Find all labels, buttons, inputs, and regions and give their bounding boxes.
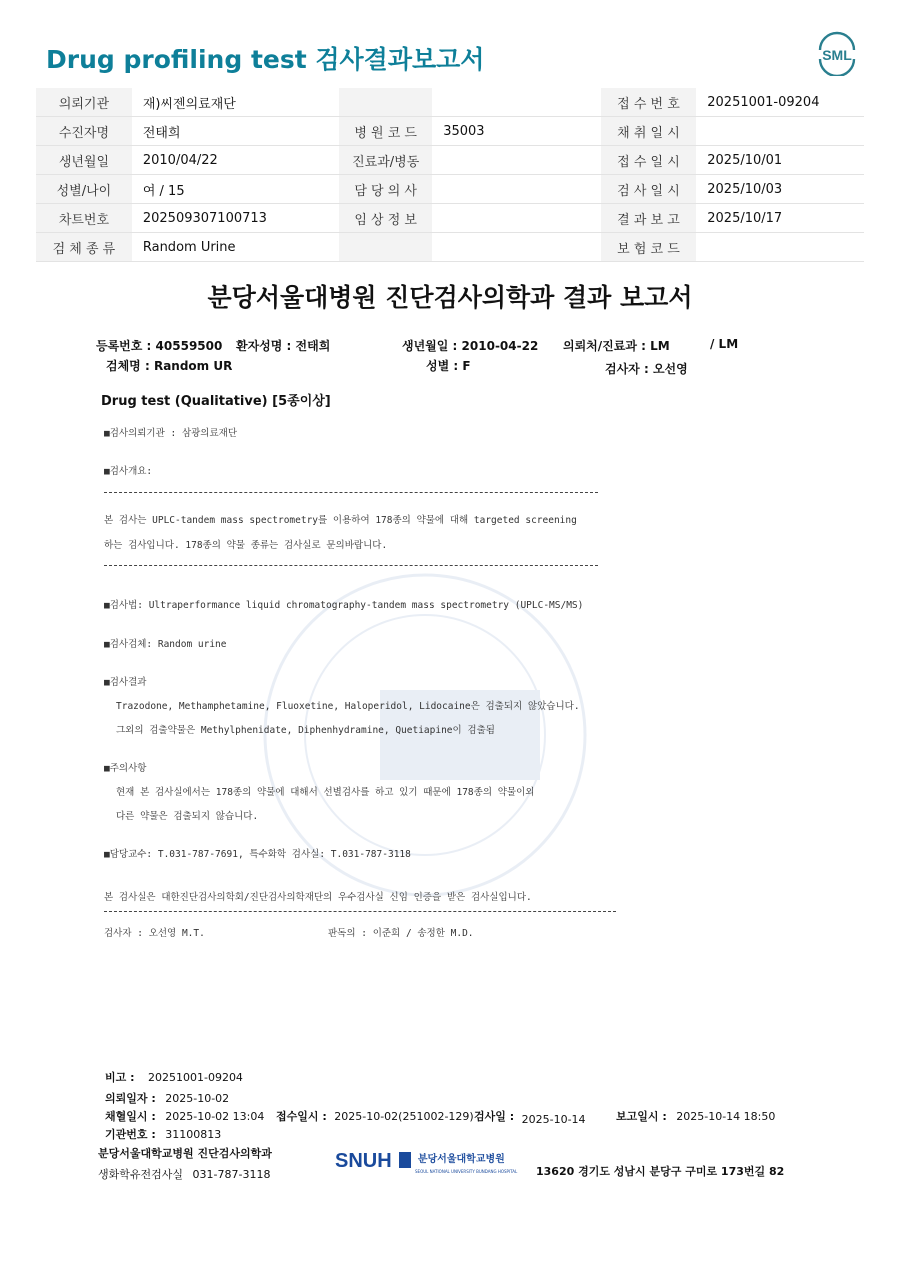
test-date-label: 검사일 : <box>474 1110 515 1123</box>
note-label: 비고 : <box>105 1071 135 1084</box>
info-value: 202509307100713 <box>132 204 339 233</box>
name-value: 전태희 <box>295 339 331 353</box>
specimen-value: Random UR <box>153 359 233 373</box>
collection-label: 채혈일시 : <box>105 1110 156 1123</box>
hospital-address: 13620 경기도 성남시 분당구 구미로 173번길 82 <box>536 1165 785 1178</box>
info-label: 접 수 번 호 <box>601 88 697 117</box>
info-row <box>36 88 864 117</box>
hospital-english-name: SEOUL NATIONAL UNIVERSITY BUNDANG HOSPITAL <box>415 1169 518 1174</box>
note-value: 20251001-09204 <box>147 1071 243 1084</box>
info-label: 검 사 일 시 <box>601 175 697 204</box>
institution-number-value: 31100813 <box>165 1128 222 1141</box>
institution-number-label: 기관번호 : <box>105 1128 156 1141</box>
report-heading: 분당서울대병원 진단검사의학과 결과 보고서 <box>207 283 693 312</box>
info-label: 생년월일 <box>36 146 132 175</box>
info-value <box>432 233 600 262</box>
caution-line-2: 다른 약물은 검출되지 않습니다. <box>116 811 259 822</box>
institution-line: ■검사의뢰기관 : 삼광의료재단 <box>104 428 238 439</box>
report-title: Drug profiling test 검사결과보고서 <box>46 45 485 74</box>
specimen-name <box>106 357 232 374</box>
sex-label: 성별 : <box>426 359 459 373</box>
info-label: 임 상 정 보 <box>339 204 432 233</box>
department-name: 분당서울대학교병원 진단검사의학과 <box>98 1147 272 1160</box>
result-heading: ■검사결과 <box>104 677 147 688</box>
info-value: 35003 <box>432 117 600 146</box>
info-value: 2025/10/17 <box>696 204 864 233</box>
dob-label: 생년월일 : <box>402 339 458 353</box>
lab-phone: 031-787-3118 <box>192 1168 271 1181</box>
info-label: 진료과/병동 <box>339 146 432 175</box>
info-label: 병 원 코 드 <box>339 117 432 146</box>
info-value: 전태희 <box>132 117 339 146</box>
info-value: 2025/10/01 <box>696 146 864 175</box>
info-value: 2010/04/22 <box>132 146 339 175</box>
divider <box>104 492 598 493</box>
sml-logo <box>814 30 860 76</box>
info-value <box>432 175 600 204</box>
sml-logo-text: SML <box>822 47 852 63</box>
test-name: Drug test (Qualitative) [5종이상] <box>101 394 331 409</box>
info-value: 20251001-09204 <box>696 88 864 117</box>
info-label: 담 당 의 사 <box>339 175 432 204</box>
specimen-label: 검체명 : <box>106 359 150 373</box>
snuh-emblem-icon <box>399 1152 411 1168</box>
info-row <box>36 117 864 146</box>
snuh-logo <box>335 1150 518 1174</box>
overview-line-1: 본 검사는 UPLC-tandem mass spectrometry를 이용하여 178종의 약물에 대해 targeted screening <box>104 515 577 526</box>
test-date-field <box>474 1108 586 1124</box>
info-value <box>696 117 864 146</box>
request-date-field <box>105 1090 229 1106</box>
receipt-value: 2025-10-02(251002-129) <box>334 1110 474 1123</box>
divider <box>104 565 598 566</box>
info-label: 차트번호 <box>36 204 132 233</box>
overview-heading: ■검사개요: <box>104 466 153 477</box>
patient-name <box>236 337 330 354</box>
info-value <box>432 204 600 233</box>
receipt-label: 접수일시 : <box>276 1110 327 1123</box>
reg-label: 등록번호 : <box>96 339 152 353</box>
tester-value: 오선영 <box>652 362 688 376</box>
info-label: 채 취 일 시 <box>601 117 697 146</box>
patient-info-table <box>36 88 864 262</box>
info-row <box>36 204 864 233</box>
info-label: 성별/나이 <box>36 175 132 204</box>
caution-line-1: 현재 본 검사실에서는 178종의 약물에 대해서 선별검사를 하고 있기 때문에 178종의 약물이외 <box>116 787 535 798</box>
info-value: 재)씨젠의료재단 <box>132 88 339 117</box>
report-date-value: 2025-10-14 18:50 <box>676 1110 776 1123</box>
specimen-line: ■검사검체: Random urine <box>104 639 227 650</box>
info-label <box>339 88 432 117</box>
info-label: 의뢰기관 <box>36 88 132 117</box>
info-label <box>339 233 432 262</box>
info-value: Random Urine <box>132 233 339 262</box>
info-label: 수진자명 <box>36 117 132 146</box>
info-label: 검 체 종 류 <box>36 233 132 262</box>
report-date-field <box>616 1108 775 1124</box>
reader-signature: 판독의 : 이준희 / 송정한 M.D. <box>328 928 474 939</box>
tester-signature: 검사자 : 오선영 M.T. <box>104 928 205 939</box>
patient-sex <box>426 357 471 374</box>
divider <box>104 911 616 912</box>
caution-heading: ■주의사항 <box>104 763 147 774</box>
lab-name: 생화학유전검사실 <box>98 1168 184 1181</box>
info-value <box>696 233 864 262</box>
institution-number-field <box>105 1126 221 1142</box>
lab-contact <box>98 1166 270 1182</box>
info-label: 보 험 코 드 <box>601 233 697 262</box>
registration-number <box>96 337 222 354</box>
referral-dept <box>563 337 670 354</box>
info-label: 결 과 보 고 <box>601 204 697 233</box>
reg-value: 40559500 <box>155 339 223 353</box>
snuh-logo-text: SNUH <box>335 1150 392 1172</box>
info-value: 여 / 15 <box>132 175 339 204</box>
overview-line-2: 하는 검사입니다. 178종의 약물 종류는 검사실로 문의바랍니다. <box>104 540 388 551</box>
info-value: 2025/10/03 <box>696 175 864 204</box>
note-field <box>105 1069 243 1085</box>
info-row <box>36 146 864 175</box>
sex-value: F <box>462 359 471 373</box>
method-line: ■검사법: Ultraperformance liquid chromatography-tandem mass spectrometry (UPLC-MS/MS) <box>104 600 584 611</box>
dob-value: 2010-04-22 <box>461 339 539 353</box>
patient-dob <box>402 337 538 354</box>
name-label: 환자성명 : <box>236 339 292 353</box>
info-row <box>36 175 864 204</box>
info-value <box>432 146 600 175</box>
request-date-label: 의뢰일자 : <box>105 1092 156 1105</box>
report-date-label: 보고일시 : <box>616 1110 667 1123</box>
result-line-2: 그외의 검출약물은 Methylphenidate, Diphenhydramine, Quetiapine이 검출됨 <box>116 725 495 736</box>
dept-label: 의뢰처/진료과 : <box>563 339 646 353</box>
info-row <box>36 233 864 262</box>
result-line-1: Trazodone, Methamphetamine, Fluoxetine, Haloperidol, Lidocaine은 검출되지 않았습니다. <box>116 701 580 712</box>
dept-value-2: / LM <box>710 337 739 351</box>
receipt-field <box>276 1108 474 1124</box>
contact-line: ■담당교수: T.031-787-7691, 특수화학 검사실: T.031-787-3118 <box>104 849 411 860</box>
tester <box>605 360 688 377</box>
info-value <box>432 88 600 117</box>
collection-value: 2025-10-02 13:04 <box>165 1110 265 1123</box>
certification-line: 본 검사실은 대한진단검사의학회/진단검사의학재단의 우수검사실 신임 인증을 받은 검사실입니다. <box>104 892 532 903</box>
collection-field <box>105 1108 264 1124</box>
request-date-value: 2025-10-02 <box>165 1092 230 1105</box>
info-label: 접 수 일 시 <box>601 146 697 175</box>
dept-value: LM <box>650 339 670 353</box>
test-date-value: 2025-10-14 <box>521 1113 586 1126</box>
tester-label: 검사자 : <box>605 362 649 376</box>
hospital-name: 분당서울대학교병원 <box>417 1154 505 1165</box>
